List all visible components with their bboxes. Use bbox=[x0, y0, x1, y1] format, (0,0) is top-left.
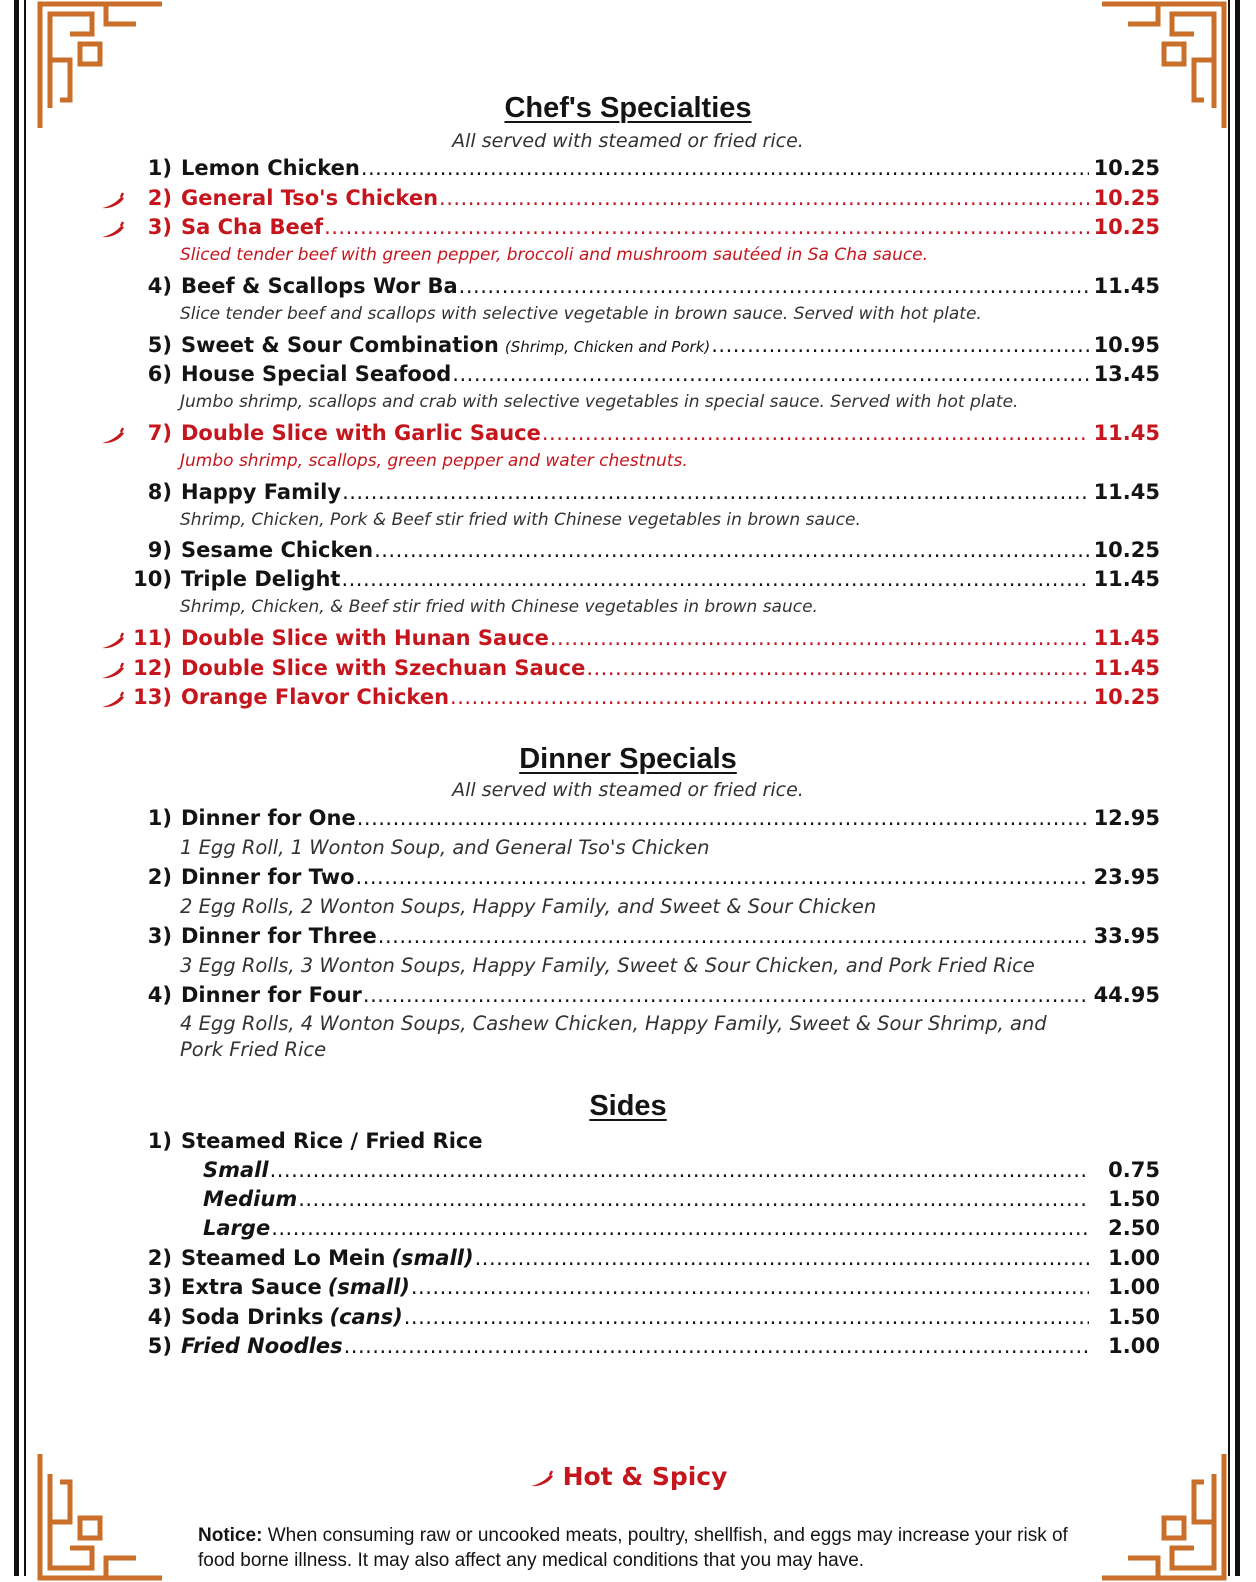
item-price: 11.45 bbox=[1093, 567, 1160, 591]
dot-leader bbox=[361, 156, 1089, 180]
item-price: 10.25 bbox=[1093, 156, 1160, 180]
item-number: 3) bbox=[147, 215, 172, 239]
item-name: Happy Family bbox=[181, 480, 342, 504]
item-name: Extra Sauce bbox=[181, 1275, 322, 1299]
menu-item bbox=[0, 421, 1256, 451]
dot-leader bbox=[271, 1216, 1089, 1240]
item-description: 1 Egg Roll, 1 Wonton Soup, and General Tso's Chicken bbox=[180, 836, 710, 859]
menu-item bbox=[0, 1129, 1256, 1159]
item-number: 2) bbox=[147, 1246, 172, 1270]
menu-item bbox=[0, 1275, 1256, 1305]
menu-item bbox=[0, 685, 1256, 715]
item-name: General Tso's Chicken bbox=[181, 186, 439, 210]
item-price: 10.25 bbox=[1093, 215, 1160, 239]
item-description: Slice tender beef and scallops with selective vegetable in brown sauce. Served with hot plate. bbox=[180, 304, 982, 324]
item-name: Sweet & Sour Combination bbox=[181, 333, 499, 357]
item-name: House Special Seafood bbox=[181, 362, 452, 386]
dot-leader bbox=[550, 626, 1089, 650]
item-description: Shrimp, Chicken, Pork & Beef stir fried with Chinese vegetables in brown sauce. bbox=[180, 510, 861, 530]
item-price: 0.75 bbox=[1108, 1158, 1160, 1182]
item-description: 3 Egg Rolls, 3 Wonton Soups, Happy Family, Sweet & Sour Chicken, and Pork Fried Rice bbox=[180, 954, 1035, 977]
item-name: Steamed Lo Mein bbox=[181, 1246, 386, 1270]
chili-pepper-icon bbox=[100, 662, 126, 684]
dot-leader bbox=[374, 538, 1089, 562]
hot-spicy-legend bbox=[0, 1462, 1256, 1491]
item-description: Sliced tender beef with green pepper, broccoli and mushroom sautéed in Sa Cha sauce. bbox=[180, 245, 929, 265]
item-number: 8) bbox=[147, 480, 172, 504]
item-price: 44.95 bbox=[1093, 983, 1160, 1007]
dot-leader bbox=[378, 924, 1089, 948]
item-name: Dinner for Three bbox=[181, 924, 377, 948]
item-description: Shrimp, Chicken, & Beef stir fried with Chinese vegetables in brown sauce. bbox=[180, 597, 818, 617]
chili-pepper-icon bbox=[100, 192, 126, 214]
dot-leader bbox=[404, 1305, 1089, 1329]
item-price: 11.45 bbox=[1093, 656, 1160, 680]
item-price: 1.00 bbox=[1108, 1246, 1160, 1270]
dot-leader bbox=[586, 656, 1089, 680]
item-name: Sesame Chicken bbox=[181, 538, 374, 562]
item-name: Dinner for Four bbox=[181, 983, 362, 1007]
item-description: Jumbo shrimp, scallops and crab with selective vegetables in special sauce. Served with hot plate. bbox=[180, 392, 1019, 412]
dot-leader bbox=[342, 480, 1089, 504]
menu-item bbox=[0, 274, 1256, 304]
item-name: Soda Drinks bbox=[181, 1305, 324, 1329]
menu-item bbox=[0, 1246, 1256, 1276]
item-name: Triple Delight bbox=[181, 567, 341, 591]
item-price: 12.95 bbox=[1093, 806, 1160, 830]
item-number: 2) bbox=[147, 865, 172, 889]
menu-item bbox=[0, 215, 1256, 245]
menu-item bbox=[0, 333, 1256, 363]
item-price: 11.45 bbox=[1093, 480, 1160, 504]
item-number: 11) bbox=[133, 626, 172, 650]
item-name: Double Slice with Szechuan Sauce bbox=[181, 656, 586, 680]
item-name: Small bbox=[203, 1158, 269, 1182]
item-size-note: (cans) bbox=[329, 1305, 403, 1329]
item-note: (Shrimp, Chicken and Pork) bbox=[504, 338, 711, 356]
menu-item bbox=[0, 1158, 1256, 1188]
item-price: 10.25 bbox=[1093, 685, 1160, 709]
menu-item bbox=[0, 1216, 1256, 1246]
item-price: 33.95 bbox=[1093, 924, 1160, 948]
dot-leader bbox=[450, 685, 1089, 709]
item-price: 10.95 bbox=[1093, 333, 1160, 357]
dot-leader bbox=[439, 186, 1089, 210]
item-number: 12) bbox=[133, 656, 172, 680]
item-number: 4) bbox=[147, 1305, 172, 1329]
item-price: 11.45 bbox=[1093, 421, 1160, 445]
item-price: 1.50 bbox=[1108, 1305, 1160, 1329]
item-price: 1.50 bbox=[1108, 1187, 1160, 1211]
item-size-note: (small) bbox=[391, 1246, 474, 1270]
dinner-specials-subtitle: All served with steamed or fried rice. bbox=[452, 779, 804, 801]
item-number: 7) bbox=[147, 421, 172, 445]
dot-leader bbox=[711, 333, 1089, 357]
dot-leader bbox=[363, 983, 1089, 1007]
item-price: 10.25 bbox=[1093, 186, 1160, 210]
item-number: 13) bbox=[133, 685, 172, 709]
item-number: 3) bbox=[147, 1275, 172, 1299]
item-number: 10) bbox=[133, 567, 172, 591]
menu-item bbox=[0, 480, 1256, 510]
menu-item bbox=[0, 1187, 1256, 1217]
item-price: 1.00 bbox=[1108, 1275, 1160, 1299]
item-number: 2) bbox=[147, 186, 172, 210]
item-price: 1.00 bbox=[1108, 1334, 1160, 1358]
notice-label: Notice: bbox=[198, 1525, 263, 1546]
item-number: 6) bbox=[147, 362, 172, 386]
item-price: 11.45 bbox=[1093, 274, 1160, 298]
dot-leader bbox=[459, 274, 1089, 298]
notice-text bbox=[198, 1523, 1078, 1573]
item-name: Dinner for Two bbox=[181, 865, 355, 889]
item-name: Lemon Chicken bbox=[181, 156, 360, 180]
item-number: 5) bbox=[147, 1334, 172, 1358]
item-name: Dinner for One bbox=[181, 806, 356, 830]
menu-item bbox=[0, 362, 1256, 392]
dot-leader bbox=[475, 1246, 1089, 1270]
item-description: Jumbo shrimp, scallops, green pepper and water chestnuts. bbox=[180, 451, 688, 471]
dot-leader bbox=[542, 421, 1089, 445]
menu-item bbox=[0, 806, 1256, 836]
item-price: 2.50 bbox=[1108, 1216, 1160, 1240]
dot-leader bbox=[324, 215, 1089, 239]
item-number: 1) bbox=[147, 156, 172, 180]
item-price: 10.25 bbox=[1093, 538, 1160, 562]
menu-item bbox=[0, 983, 1256, 1013]
item-name: Medium bbox=[203, 1187, 298, 1211]
dot-leader bbox=[411, 1275, 1089, 1299]
item-number: 4) bbox=[147, 983, 172, 1007]
item-number: 5) bbox=[147, 333, 172, 357]
menu-item bbox=[0, 538, 1256, 568]
item-name: Steamed Rice / Fried Rice bbox=[181, 1129, 483, 1153]
item-name: Double Slice with Hunan Sauce bbox=[181, 626, 549, 650]
chili-pepper-icon bbox=[100, 427, 126, 449]
menu-item bbox=[0, 865, 1256, 895]
dot-leader bbox=[270, 1158, 1089, 1182]
item-price: 11.45 bbox=[1093, 626, 1160, 650]
chef-specialties-subtitle: All served with steamed or fried rice. bbox=[452, 130, 804, 152]
dot-leader bbox=[341, 567, 1089, 591]
menu-item bbox=[0, 567, 1256, 597]
item-price: 23.95 bbox=[1093, 865, 1160, 889]
item-number: 1) bbox=[147, 1129, 172, 1153]
item-name: Orange Flavor Chicken bbox=[181, 685, 450, 709]
item-description: 2 Egg Rolls, 2 Wonton Soups, Happy Family, and Sweet & Sour Chicken bbox=[180, 895, 877, 918]
chef-specialties-title: Chef's Specialties bbox=[504, 92, 752, 124]
dot-leader bbox=[356, 865, 1089, 889]
menu-item bbox=[0, 626, 1256, 656]
item-name: Large bbox=[203, 1216, 271, 1240]
dinner-specials-title: Dinner Specials bbox=[519, 743, 737, 775]
sides-title: Sides bbox=[589, 1090, 667, 1122]
item-name: Beef & Scallops Wor Ba bbox=[181, 274, 458, 298]
menu-item bbox=[0, 156, 1256, 186]
menu-item bbox=[0, 656, 1256, 686]
chili-pepper-icon bbox=[529, 1470, 555, 1488]
item-description: 4 Egg Rolls, 4 Wonton Soups, Cashew Chicken, Happy Family, Sweet & Sour Shrimp, and Pork Fried Rice bbox=[180, 1012, 1047, 1061]
menu-item bbox=[0, 924, 1256, 954]
dot-leader bbox=[344, 1334, 1089, 1358]
item-name: Double Slice with Garlic Sauce bbox=[181, 421, 541, 445]
dot-leader bbox=[298, 1187, 1089, 1211]
dot-leader bbox=[357, 806, 1089, 830]
item-size-note: Fried Noodles bbox=[181, 1334, 343, 1358]
item-price: 13.45 bbox=[1093, 362, 1160, 386]
item-name: Sa Cha Beef bbox=[181, 215, 324, 239]
item-number: 4) bbox=[147, 274, 172, 298]
chili-pepper-icon bbox=[100, 632, 126, 654]
item-number: 3) bbox=[147, 924, 172, 948]
item-size-note: (small) bbox=[327, 1275, 410, 1299]
menu-item bbox=[0, 186, 1256, 216]
item-number: 9) bbox=[147, 538, 172, 562]
notice-body: When consuming raw or uncooked meats, poultry, shellfish, and eggs may increase your risk of food borne illness. It may also affect any medical conditions that you may have. bbox=[198, 1525, 1068, 1571]
dot-leader bbox=[452, 362, 1089, 386]
menu-item bbox=[0, 1305, 1256, 1335]
chili-pepper-icon bbox=[100, 221, 126, 243]
menu-item bbox=[0, 1334, 1256, 1364]
item-number: 1) bbox=[147, 806, 172, 830]
chili-pepper-icon bbox=[100, 691, 126, 713]
legend-label: Hot & Spicy bbox=[562, 1462, 728, 1491]
